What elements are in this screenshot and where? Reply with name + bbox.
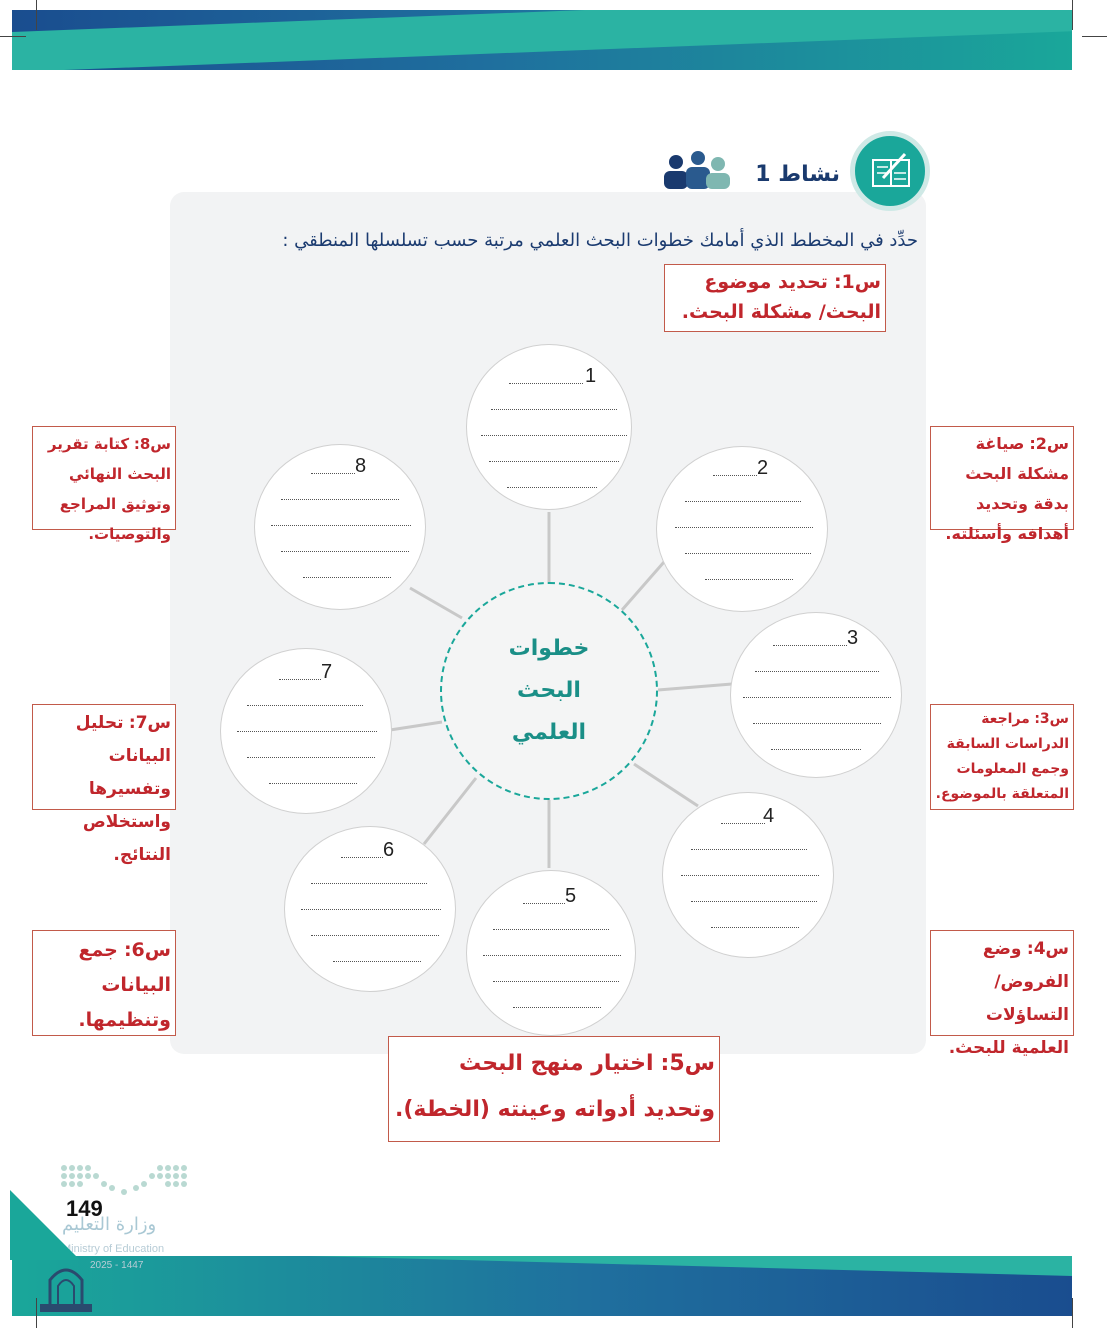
- step-number: 6: [383, 839, 395, 861]
- answer-box-1: [664, 264, 886, 332]
- answer-text: جمع البيانات وتنظيمها.: [78, 939, 171, 1031]
- activity-title: نشاط 1: [755, 162, 840, 187]
- step-number: 7: [321, 661, 333, 683]
- answer-label: س3:: [1034, 711, 1069, 727]
- step-circle-4: [662, 792, 834, 958]
- instruction-text: حدِّد في المخطط الذي أمامك خطوات البحث العلمي مرتبة حسب تسلسلها المنطقي :: [282, 230, 918, 251]
- answer-text: اختيار منهج البحث وتحديد أدواته وعينته (الخطة).: [395, 1051, 715, 1122]
- answer-box-7: [32, 704, 176, 865]
- answer-text: مراجعة الدراسات السابقة وجمع المعلومات المتعلقة بالموضوع.: [935, 711, 1069, 802]
- step-number: 8: [355, 455, 367, 477]
- answer-text: وضع الفروض/التساؤلات العلمية للبحث.: [948, 939, 1069, 1058]
- center-title-line: البحث: [517, 678, 581, 703]
- step-number: 5: [565, 885, 577, 907]
- step-circle-5: [466, 870, 636, 1036]
- answer-label: س4:: [1026, 939, 1069, 959]
- answer-box-2: [930, 426, 1074, 543]
- answer-box-8: [32, 426, 176, 543]
- step-circle-6: [284, 826, 456, 992]
- answer-box-6: [32, 930, 176, 1036]
- step-number: 4: [763, 805, 775, 827]
- answer-label: س6:: [123, 939, 171, 961]
- step-circle-2: [656, 446, 828, 612]
- step-circle-7: [220, 648, 392, 814]
- answer-label: س8:: [133, 435, 171, 453]
- answer-label: س5:: [660, 1051, 715, 1076]
- step-circle-3: [730, 612, 902, 778]
- step-number: 1: [585, 365, 597, 387]
- page-number: 149: [66, 1196, 103, 1221]
- center-title: [452, 628, 646, 754]
- answer-label: س2:: [1029, 434, 1069, 453]
- answer-label: س7:: [128, 713, 171, 733]
- step-number: 2: [757, 457, 769, 479]
- answer-text: كتابة تقرير البحث النهائي وتوثيق المراجع والتوصيات.: [47, 435, 171, 543]
- answer-box-3: [930, 704, 1074, 810]
- ministry-name-arabic: وزارة التعليم: [62, 1214, 157, 1235]
- step-circle-1: [466, 344, 632, 510]
- answer-box-4: [930, 930, 1074, 1058]
- answer-text: تحليل البيانات وتفسيرها واستخلاص النتائج.: [75, 713, 171, 865]
- answer-text: تحديد موضوع البحث/ مشكلة البحث.: [681, 271, 881, 323]
- answer-label: س1:: [833, 271, 881, 293]
- center-title-line: العلمي: [511, 720, 587, 745]
- answer-box-5: [388, 1036, 720, 1142]
- step-number: 3: [847, 627, 859, 649]
- edition-year: 2025 - 1447: [90, 1260, 144, 1271]
- school-seal-icon: [36, 1254, 96, 1314]
- center-title-line: خطوات: [508, 636, 590, 661]
- answer-text: صياغة مشكلة البحث بدقة وتحديد أهدافه وأسئلته.: [945, 434, 1069, 543]
- step-circle-8: [254, 444, 426, 610]
- ministry-name-english: Ministry of Education: [62, 1243, 165, 1255]
